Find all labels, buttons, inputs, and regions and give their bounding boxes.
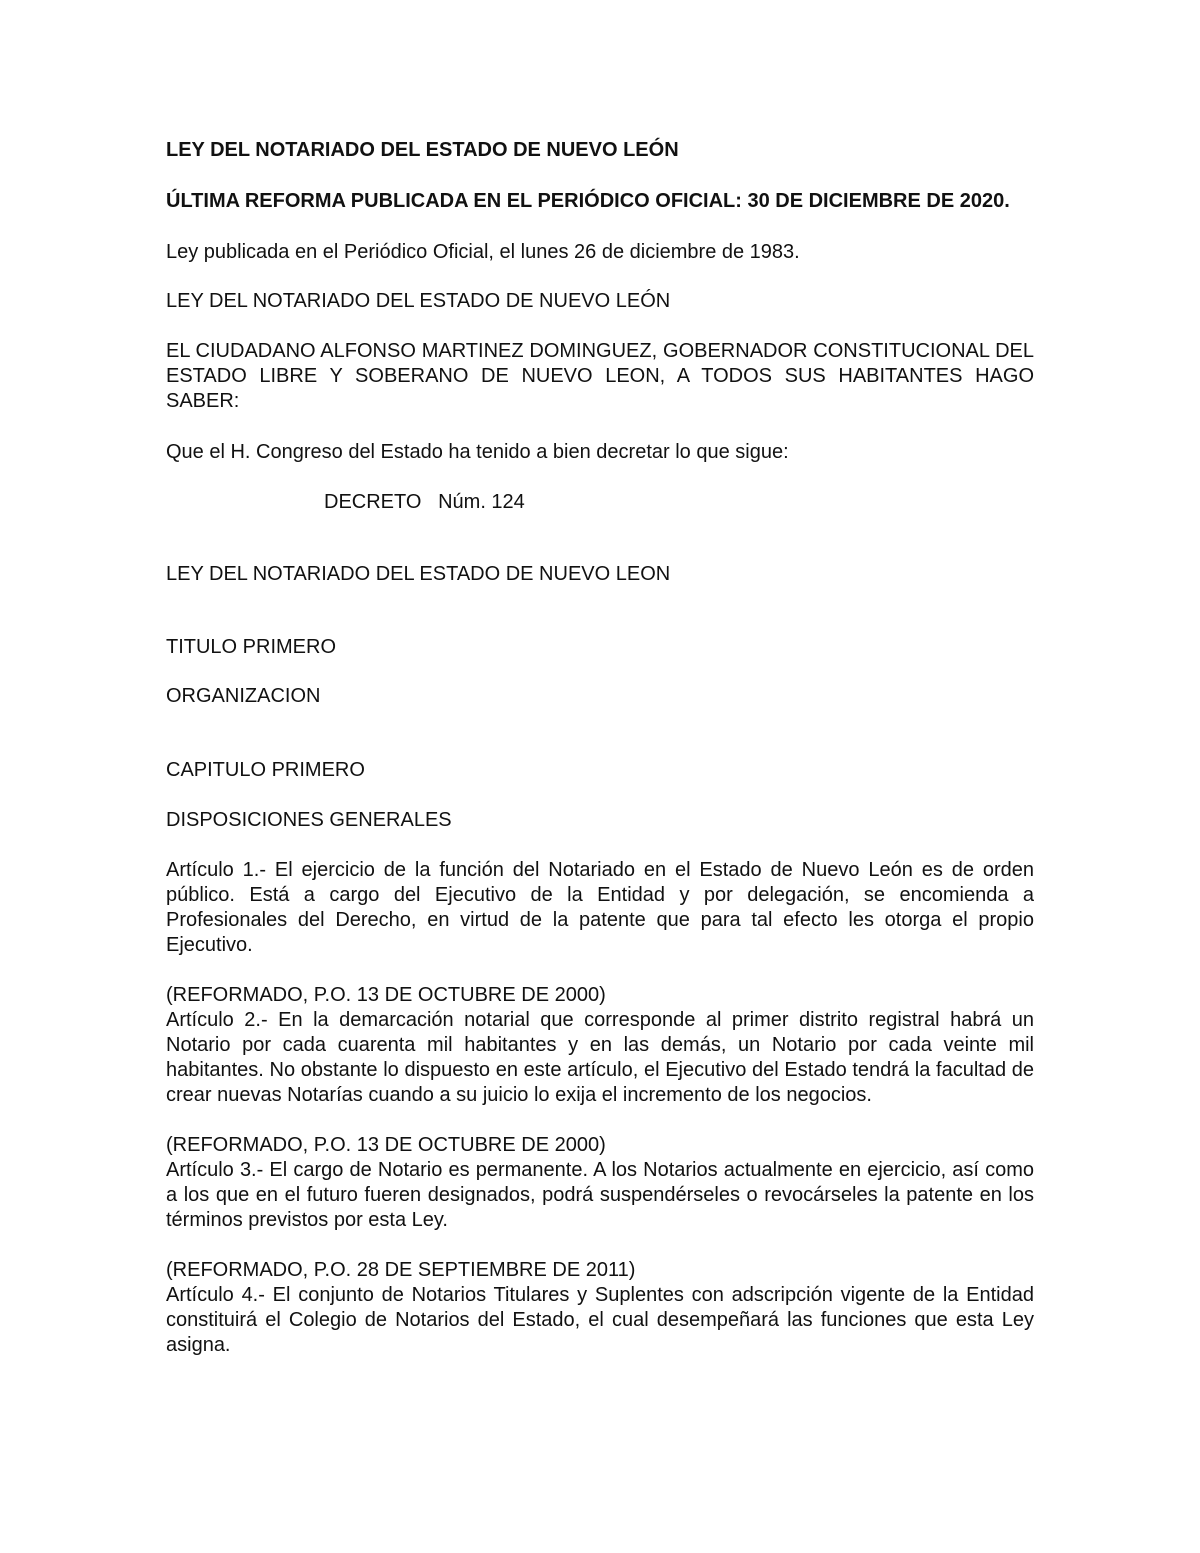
chapter-subheading: DISPOSICIONES GENERALES bbox=[166, 809, 452, 831]
document-page bbox=[166, 138, 1034, 1358]
title-subheading: ORGANIZACION bbox=[166, 685, 321, 707]
article-2: Artículo 2.- En la demarcación notarial que corresponde al primer distrito registral habrá un Notario por cada cuarenta mil habitantes y en las demás, un Notario por cada veinte mil habitantes. No obstante lo dispuesto en este artículo, el Ejecutivo del Estado tendrá la facultad de crear nuevas Notarías cuando a su juicio lo exija el incremento de los negocios. bbox=[166, 1009, 1034, 1106]
article-4-reform-note: (REFORMADO, P.O. 28 DE SEPTIEMBRE DE 2011) bbox=[166, 1259, 636, 1281]
law-name: LEY DEL NOTARIADO DEL ESTADO DE NUEVO LEON bbox=[166, 563, 671, 585]
law-title-repeat: LEY DEL NOTARIADO DEL ESTADO DE NUEVO LEÓN bbox=[166, 290, 671, 312]
article-3-reform-note: (REFORMADO, P.O. 13 DE OCTUBRE DE 2000) bbox=[166, 1134, 606, 1156]
title-heading: TITULO PRIMERO bbox=[166, 636, 337, 658]
article-4: Artículo 4.- El conjunto de Notarios Titulares y Suplentes con adscripción vigente de la Entidad constituirá el Colegio de Notarios del Estado, el cual desempeñará las funciones que esta Ley asigna. bbox=[166, 1284, 1034, 1356]
article-2-reform-note: (REFORMADO, P.O. 13 DE OCTUBRE DE 2000) bbox=[166, 984, 606, 1006]
decree-number: DECRETO Núm. 124 bbox=[324, 491, 525, 513]
publication-note: Ley publicada en el Periódico Oficial, el lunes 26 de diciembre de 1983. bbox=[166, 241, 800, 263]
article-1: Artículo 1.- El ejercicio de la función del Notariado en el Estado de Nuevo León es de orden público. Está a cargo del Ejecutivo de la Entidad y por delegación, se encomienda a Profesionales del Derecho, en virtud de la patente que para tal efecto les otorga el propio Ejecutivo. bbox=[166, 859, 1034, 956]
article-3: Artículo 3.- El cargo de Notario es permanente. A los Notarios actualmente en ejercicio, así como a los que en el futuro fueren designados, podrá suspendérseles o revocárseles la patente en los términos previstos por esta Ley. bbox=[166, 1159, 1034, 1231]
governor-notice: EL CIUDADANO ALFONSO MARTINEZ DOMINGUEZ, GOBERNADOR CONSTITUCIONAL DEL ESTADO LIBRE Y SOBERANO DE NUEVO LEON, A TODOS SUS HABITANTES HAGO SABER: bbox=[166, 340, 1034, 412]
congress-notice: Que el H. Congreso del Estado ha tenido a bien decretar lo que sigue: bbox=[166, 441, 789, 463]
chapter-heading: CAPITULO PRIMERO bbox=[166, 759, 365, 781]
document-title: LEY DEL NOTARIADO DEL ESTADO DE NUEVO LEÓN bbox=[166, 139, 679, 161]
last-reform-notice: ÚLTIMA REFORMA PUBLICADA EN EL PERIÓDICO OFICIAL: 30 DE DICIEMBRE DE 2020. bbox=[166, 190, 1010, 212]
